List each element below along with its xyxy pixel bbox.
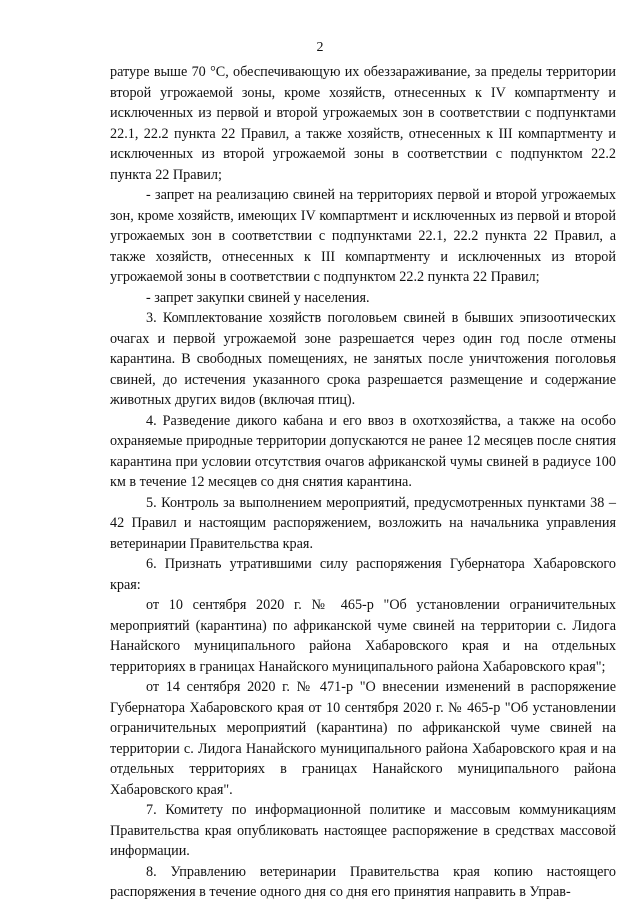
paragraph-item-3: 3. Комплектование хозяйств поголовьем свиней в бывших эпизоотических очагах и первой угрожаемой зоне разрешается через один год после отмены карантина. В свободных помещениях, не занятых после уничтожения поголовья свиней, до истечения указанного срока разрешается размещение и содержание животных других видов (включая птиц). bbox=[110, 310, 616, 408]
paragraph-continuation: ратуре выше 70 °С, обеспечивающую их обеззараживание, за пределы территории второй угрожаемой зоны, кроме хозяйств, отнесенных к IV компартменту и исключенных из первой и второй угрожаемых зон в соответствии с подпунктами 22.1, 22.2 пункта 22 Правил, а также хозяйств, отнесенных к III компартменту и исключенных из второй угрожаемой зоны в соответствии с подпунктом 22.2 пункта 22 Правил; bbox=[110, 64, 616, 183]
paragraph-order-465: от 10 сентября 2020 г. № 465-р "Об установлении ограничительных мероприятий (карантина) по африканской чуме свиней на территории с. Лидога Нанайского муниципального района Хабаровского края и на отдельных территориях в границах Нанайского муниципального района Хабаровского края"; bbox=[110, 597, 616, 675]
paragraph-item-7: 7. Комитету по информационной политике и массовым коммуникациям Правительства края опубликовать настоящее распоряжение в средствах массовой информации. bbox=[110, 802, 616, 859]
paragraph-item-8: 8. Управлению ветеринарии Правительства края копию настоящего распоряжения в течение одного дня со дня его принятия направить в Управ- bbox=[110, 863, 616, 900]
paragraph-order-471: от 14 сентября 2020 г. № 471-р "О внесении изменений в распоряжение Губернатора Хабаровского края от 10 сентября 2020 г. № 465-р "Об установлении ограничительных мероприятий (карантина) по африканской чуме свиней на территории с. Лидога Нанайского муниципального района Хабаровского края и на отдельных территориях в границах Нанайского муниципального района Хабаровского края". bbox=[110, 679, 616, 798]
paragraph-item-4: 4. Разведение дикого кабана и его ввоз в охотхозяйства, а также на особо охраняемые природные территории допускаются не ранее 12 месяцев после снятия карантина при условии отсутствия очагов африканской чумы свиней в радиусе 100 км в течение 12 месяцев со дня снятия карантина. bbox=[110, 412, 616, 490]
page-number: 2 bbox=[316, 40, 324, 55]
paragraph-ban-sale: - запрет на реализацию свиней на территориях первой и второй угрожаемых зон, кроме хозяйств, имеющих IV компартмент и исключенных из первой и второй угрожаемых зон в соответствии с подпунктами 22.1, 22.2 пункта 22 Правил, а также хозяйств, отнесенных к III компартменту и исключенных из второй угрожаемой зоны в соответствии с подпунктом 22.2 пункта 22 Правил; bbox=[110, 187, 616, 285]
paragraph-item-5: 5. Контроль за выполнением мероприятий, предусмотренных пунктами 38 – 42 Правил и настоящим распоряжением, возложить на начальника управления ветеринарии Правительства края. bbox=[110, 494, 616, 552]
paragraph-ban-purchase: - запрет закупки свиней у населения. bbox=[146, 289, 370, 306]
document-body bbox=[110, 62, 616, 903]
paragraph-item-6: 6. Признать утратившими силу распоряжения Губернатора Хабаровского края: bbox=[110, 556, 616, 593]
